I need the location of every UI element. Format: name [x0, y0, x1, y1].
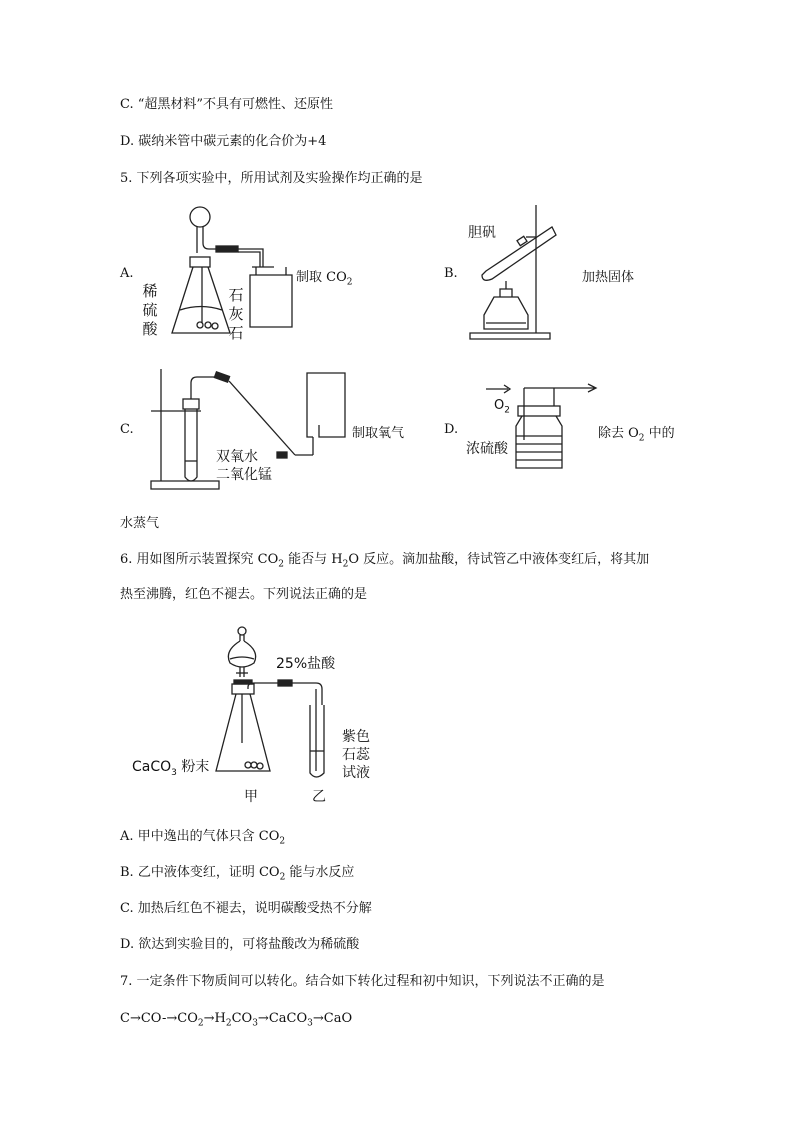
q6-option-d: D. 欲达到实验目的，可将盐酸改为稀硫酸 — [120, 937, 360, 952]
q5-d-caption-sub: 2 — [638, 433, 645, 444]
q6-litmus-line-1: 紫色 — [342, 729, 370, 745]
chain-co2: CO — [177, 1011, 198, 1026]
q6-powder-text: CaCO — [132, 759, 172, 775]
chain-h2co3-co: CO — [231, 1011, 253, 1026]
q6-powder-suffix: 粉末 — [176, 759, 210, 775]
q5-d-apparatus — [486, 380, 596, 480]
q5-b-letter: B. — [444, 266, 458, 281]
arrow-icon: → — [257, 1011, 269, 1026]
q5-d-caption — [598, 422, 675, 444]
q5-a-limestone-label — [228, 286, 244, 343]
q5-b-reagent-label: 胆矾 — [468, 225, 496, 241]
q6-powder-label — [132, 756, 209, 778]
chain-caco3-sub: 3 — [307, 1018, 313, 1029]
chain-co2-sub: 2 — [197, 1018, 204, 1029]
q6-option-b-suffix: 能与水反应 — [285, 865, 355, 880]
q5-a-acid-char-2: 硫 — [142, 301, 158, 319]
q5-b-apparatus — [456, 205, 556, 345]
q6-powder-sub: 3 — [171, 767, 177, 778]
q7-stem: 7. 一定条件下物质间可以转化。结合如下转化过程和初中知识，下列说法不正确的是 — [120, 974, 605, 989]
q4-option-d: D. 碳纳米管中碳元素的化合价为+4 — [120, 134, 327, 149]
q5-d-caption-text: 除去 O — [598, 426, 639, 441]
chain-cao: CaO — [323, 1011, 353, 1026]
q6-flask-jia-label: 甲 — [244, 789, 258, 805]
q6-option-a-sub: 2 — [279, 836, 286, 847]
chain-co: CO — [140, 1011, 162, 1026]
q5-a-letter: A. — [120, 266, 134, 281]
q5-c-caption: 制取氧气 — [352, 426, 405, 441]
q6-litmus-line-2: 石蕊 — [342, 747, 370, 763]
chain-h2co3-h: H — [214, 1011, 226, 1026]
arrow-icon: → — [312, 1011, 324, 1026]
q6-litmus-label — [342, 728, 370, 782]
q6-option-a-text: A. 甲中逸出的气体只含 CO — [120, 829, 280, 844]
q4-option-c: C. “超黑材料”不具有可燃性、还原性 — [120, 97, 334, 112]
q6-stem-part-3: O 反应。滴加盐酸，待试管乙中液体变红后，将其加 — [348, 552, 650, 567]
q6-option-b-text: B. 乙中液体变红，证明 CO — [120, 865, 280, 880]
q5-b-caption: 加热固体 — [582, 270, 635, 285]
q6-stem-sub-1: 2 — [278, 559, 285, 570]
q5-a-stone-char-1: 石 — [228, 286, 244, 304]
q6-litmus-line-3: 试液 — [342, 765, 370, 781]
chain-caco3: CaCO — [268, 1011, 308, 1026]
q5-a-acid-char-3: 酸 — [142, 320, 158, 338]
arrow-icon: → — [203, 1011, 215, 1026]
q5-d-caption-suffix: 中的 — [644, 426, 675, 441]
q6-stem-line-2: 热至沸腾，红色不褪去。下列说法正确的是 — [120, 587, 368, 602]
q5-a-stone-char-2: 灰 — [228, 305, 244, 323]
q5-d-gas-sub: 2 — [504, 405, 510, 416]
q5-a-caption — [296, 266, 352, 288]
q5-a-stone-char-3: 石 — [228, 324, 244, 342]
q6-option-c: C. 加热后红色不褪去，说明碳酸受热不分解 — [120, 901, 372, 916]
q6-stem-line-1 — [120, 551, 649, 574]
q5-d-letter: D. — [444, 422, 459, 437]
q5-a-caption-text: 制取 CO — [296, 270, 347, 285]
q6-apparatus — [210, 625, 360, 785]
q6-option-a — [120, 828, 285, 851]
arrow-icon: -→ — [161, 1011, 178, 1026]
q5-d-gas-text: O — [494, 398, 505, 413]
chain-h2co3-sub-2: 3 — [252, 1018, 258, 1029]
chain-h2co3-sub-1: 2 — [225, 1018, 232, 1029]
arrow-icon: → — [129, 1011, 141, 1026]
q5-stem: 5. 下列各项实验中，所用试剂及实验操作均正确的是 — [120, 171, 423, 186]
q6-stem-part-1: 6. 用如图所示装置探究 CO — [120, 552, 279, 567]
q6-tube-yi-label: 乙 — [312, 789, 326, 805]
chain-c: C — [120, 1011, 130, 1026]
q6-acid-label: 25%盐酸 — [276, 656, 336, 672]
q5-d-caption-wrap: 水蒸气 — [120, 516, 160, 531]
q5-a-caption-sub: 2 — [346, 277, 353, 288]
q7-conversion-chain — [120, 1010, 352, 1033]
q6-stem-part-2: 能否与 H — [284, 552, 343, 567]
q5-c-reagent-1: 双氧水 — [216, 449, 258, 465]
q6-option-b — [120, 864, 354, 887]
q5-c-letter: C. — [120, 422, 134, 437]
q5-d-reagent-label: 浓硫酸 — [466, 441, 508, 457]
q6-stem-sub-2: 2 — [342, 559, 349, 570]
q5-c-reagent-2: 二氧化锰 — [216, 467, 272, 483]
q6-option-b-sub: 2 — [279, 872, 286, 883]
q5-a-acid-char-1: 稀 — [142, 282, 158, 300]
q5-a-acid-label — [142, 282, 158, 339]
